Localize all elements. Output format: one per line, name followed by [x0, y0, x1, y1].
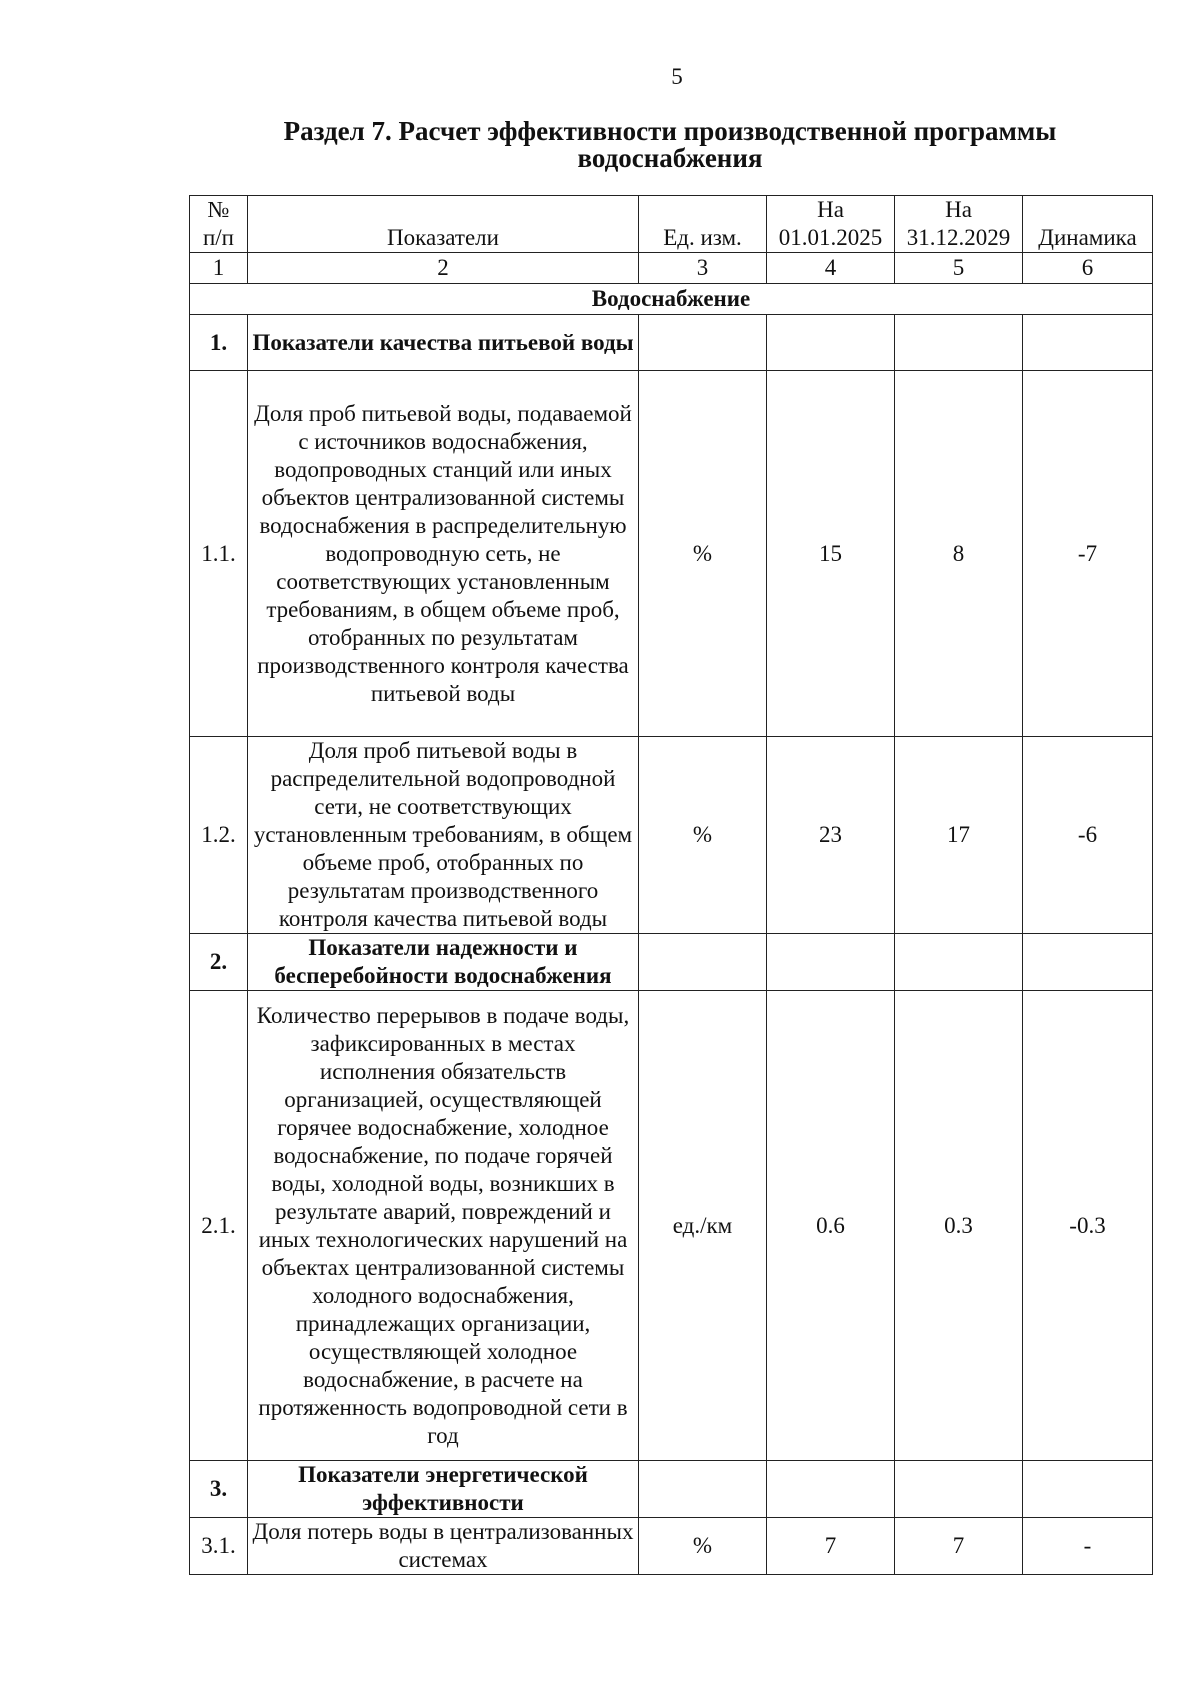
- column-number: 2: [248, 253, 639, 284]
- header-end-date: На 31.12.2029: [895, 196, 1023, 253]
- header-indicator: Показатели: [248, 196, 639, 253]
- section-title: [190, 118, 1150, 172]
- row-indicator: Доля потерь воды в централизованных системах: [248, 1518, 639, 1575]
- table-row: [190, 991, 1153, 1461]
- empty-cell: [767, 315, 895, 371]
- group-row: [190, 1461, 1153, 1518]
- empty-cell: [767, 934, 895, 991]
- header-unit: Ед. изм.: [639, 196, 767, 253]
- row-dynamics: -0.3: [1023, 991, 1153, 1461]
- empty-cell: [639, 1461, 767, 1518]
- row-number: 3.1.: [190, 1518, 248, 1575]
- row-indicator: Количество перерывов в подаче воды, зафиксированных в местах исполнения обязательств организацией, осуществляющей горячее водоснабжение, холодное водоснабжение, по подаче горячей воды, холодной воды, возникших в результате аварий, повреждений и иных технологических нарушений на объектах централизованной системы холодного водоснабжения, принадлежащих организации, осуществляющей холодное водоснабжение, в расчете на протяженность водопроводной сети в год: [248, 991, 639, 1461]
- table-row: [190, 371, 1153, 737]
- row-indicator: Доля проб питьевой воды, подаваемой с источников водоснабжения, водопроводных станций или иных объектов централизованной системы водоснабжения в распределительную водопроводную сеть, не соответствующих установленным требованиям, в общем объеме проб, отобранных по результатам производственного контроля качества питьевой воды: [248, 371, 639, 737]
- group-title: Показатели надежности и бесперебойности водоснабжения: [248, 934, 639, 991]
- row-unit: ед./км: [639, 991, 767, 1461]
- row-indicator: Доля проб питьевой воды в распределительной водопроводной сети, не соответствующих установленным требованиям, в общем объеме проб, отобранных по результатам производственного контроля качества питьевой воды: [248, 737, 639, 934]
- page-number: 5: [671, 64, 683, 89]
- empty-cell: [895, 934, 1023, 991]
- group-row: [190, 315, 1153, 371]
- section-heading: Водоснабжение: [190, 284, 1153, 315]
- header-num: № п/п: [190, 196, 248, 253]
- group-row: [190, 934, 1153, 991]
- row-unit: %: [639, 737, 767, 934]
- row-start-value: 0.6: [767, 991, 895, 1461]
- group-number: 2.: [190, 934, 248, 991]
- empty-cell: [895, 1461, 1023, 1518]
- empty-cell: [1023, 1461, 1153, 1518]
- row-number: 1.1.: [190, 371, 248, 737]
- header-start-date: На 01.01.2025: [767, 196, 895, 253]
- empty-cell: [895, 315, 1023, 371]
- row-unit: %: [639, 371, 767, 737]
- header-row: [190, 196, 1153, 253]
- table-row: [190, 737, 1153, 934]
- title-line-1: Раздел 7. Расчет эффективности производственной программы: [283, 116, 1057, 146]
- efficiency-table: [189, 195, 1153, 1575]
- column-numbers-row: [190, 253, 1153, 284]
- table-row: [190, 1518, 1153, 1575]
- row-start-value: 7: [767, 1518, 895, 1575]
- row-end-value: 8: [895, 371, 1023, 737]
- section-row: [190, 284, 1153, 315]
- group-title: Показатели качества питьевой воды: [248, 315, 639, 371]
- row-start-value: 15: [767, 371, 895, 737]
- group-number: 3.: [190, 1461, 248, 1518]
- column-number: 6: [1023, 253, 1153, 284]
- row-dynamics: -7: [1023, 371, 1153, 737]
- empty-cell: [639, 315, 767, 371]
- row-start-value: 23: [767, 737, 895, 934]
- empty-cell: [1023, 315, 1153, 371]
- row-dynamics: -6: [1023, 737, 1153, 934]
- column-number: 1: [190, 253, 248, 284]
- row-number: 1.2.: [190, 737, 248, 934]
- group-number: 1.: [190, 315, 248, 371]
- empty-cell: [639, 934, 767, 991]
- row-number: 2.1.: [190, 991, 248, 1461]
- empty-cell: [1023, 934, 1153, 991]
- title-line-2: водоснабжения: [577, 143, 763, 173]
- row-dynamics: -: [1023, 1518, 1153, 1575]
- row-end-value: 7: [895, 1518, 1023, 1575]
- row-end-value: 0.3: [895, 991, 1023, 1461]
- group-title: Показатели энергетической эффективности: [248, 1461, 639, 1518]
- row-end-value: 17: [895, 737, 1023, 934]
- empty-cell: [767, 1461, 895, 1518]
- header-dynamics: Динамика: [1023, 196, 1153, 253]
- row-unit: %: [639, 1518, 767, 1575]
- column-number: 3: [639, 253, 767, 284]
- column-number: 4: [767, 253, 895, 284]
- column-number: 5: [895, 253, 1023, 284]
